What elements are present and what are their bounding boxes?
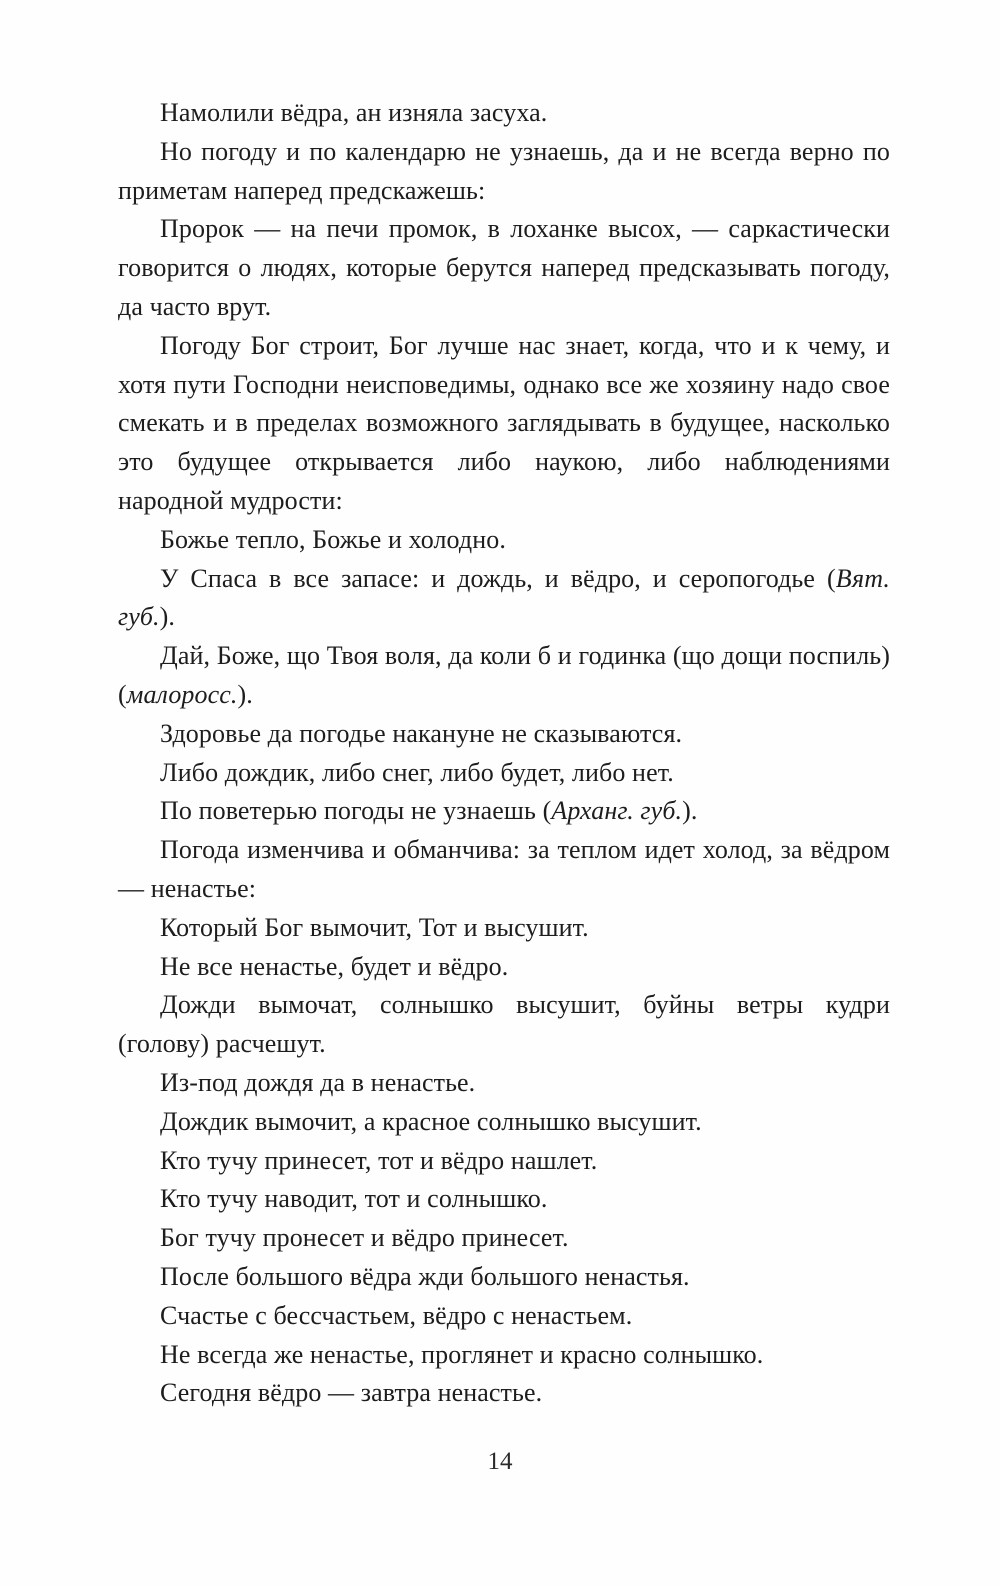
paragraph xyxy=(118,1142,890,1181)
text-segment: Кто тучу принесет, тот и вёдро нашлет. xyxy=(160,1145,598,1175)
paragraph xyxy=(118,327,890,521)
paragraph xyxy=(118,1258,890,1297)
paragraph xyxy=(118,521,890,560)
text-segment: Дождик вымочит, а красное солнышко высушит. xyxy=(160,1106,702,1136)
text-segment: Либо дождик, либо снег, либо будет, либо нет. xyxy=(160,757,674,787)
paragraph xyxy=(118,792,890,831)
source-note: Вят. губ. xyxy=(118,563,890,632)
paragraph xyxy=(118,986,890,1064)
paragraph xyxy=(118,1374,890,1413)
paragraph xyxy=(118,210,890,326)
text-segment: Из-под дождя да в ненастье. xyxy=(160,1067,476,1097)
page-number: 14 xyxy=(487,1448,513,1475)
paragraph xyxy=(118,948,890,987)
text-segment: Счастье с бессчастьем, вёдро с ненастьем. xyxy=(160,1300,633,1330)
text-segment: ). xyxy=(159,602,176,632)
paragraph xyxy=(118,715,890,754)
source-note: Арханг. губ. xyxy=(551,796,683,826)
text-segment: По поветерью погоды не узнаешь ( xyxy=(160,796,552,826)
text-segment: Дожди вымочат, солнышко высушит, буйны ветры кудри (голову) расчешут. xyxy=(118,990,890,1059)
paragraph xyxy=(118,909,890,948)
text-segment: Пророк — на печи промок, в лоханке высох, — саркастически говорится о людях, которые берутся наперед предсказывать погоду, да часто врут. xyxy=(118,214,890,321)
paragraph xyxy=(118,1219,890,1258)
paragraph xyxy=(118,1180,890,1219)
text-segment: Дай, Боже, що Твоя воля, да коли б и годинка (що дощи поспиль) ( xyxy=(118,641,890,709)
text-segment: ). xyxy=(237,679,253,709)
text-segment: ). xyxy=(682,796,698,826)
paragraph xyxy=(118,1103,890,1142)
paragraph xyxy=(118,637,890,715)
text-segment: Божье тепло, Божье и холодно. xyxy=(160,524,506,554)
text-segment: У Спаса в все запасе: и дождь, и вёдро, и серопогодье ( xyxy=(160,563,836,593)
paragraph xyxy=(118,1064,890,1103)
text-segment: Не всегда же ненастье, проглянет и красно солнышко. xyxy=(160,1339,764,1369)
paragraph xyxy=(118,1336,890,1375)
text-segment: Погоду Бог строит, Бог лучше нас знает, когда, что и к чему, и хотя пути Господни неисповедимы, однако все же хозяину надо свое смекать и в пределах возможного заглядывать в будущее, насколько это будущее открывается либо наукою, либо наблюдениями народной мудрости: xyxy=(118,330,890,515)
text-segment: Который Бог вымочит, Тот и высушит. xyxy=(160,912,589,942)
source-note: малоросс. xyxy=(126,679,238,709)
paragraph xyxy=(118,1297,890,1336)
paragraph xyxy=(118,94,890,133)
text-segment: Бог тучу пронесет и вёдро принесет. xyxy=(160,1223,569,1253)
paragraph xyxy=(118,831,890,909)
text-segment: Кто тучу наводит, тот и солнышко. xyxy=(160,1184,548,1214)
text-segment: Здоровье да погодье накануне не сказываются. xyxy=(160,718,683,748)
text-segment: Сегодня вёдро — завтра ненастье. xyxy=(160,1378,543,1408)
text-segment: Не все ненастье, будет и вёдро. xyxy=(160,951,509,981)
text-segment: После большого вёдра жди большого ненастья. xyxy=(160,1261,690,1291)
text-segment: Но погоду и по календарю не узнаешь, да и не всегда верно по приметам наперед предскажешь: xyxy=(118,136,890,205)
paragraph xyxy=(118,133,890,211)
paragraph xyxy=(118,560,890,638)
text-segment: Намолили вёдра, ан изняла засуха. xyxy=(160,98,548,127)
paragraph xyxy=(118,754,890,793)
text-segment: Погода изменчива и обманчива: за теплом идет холод, за вёдром — ненастье: xyxy=(118,835,890,903)
text-block xyxy=(118,94,890,1413)
